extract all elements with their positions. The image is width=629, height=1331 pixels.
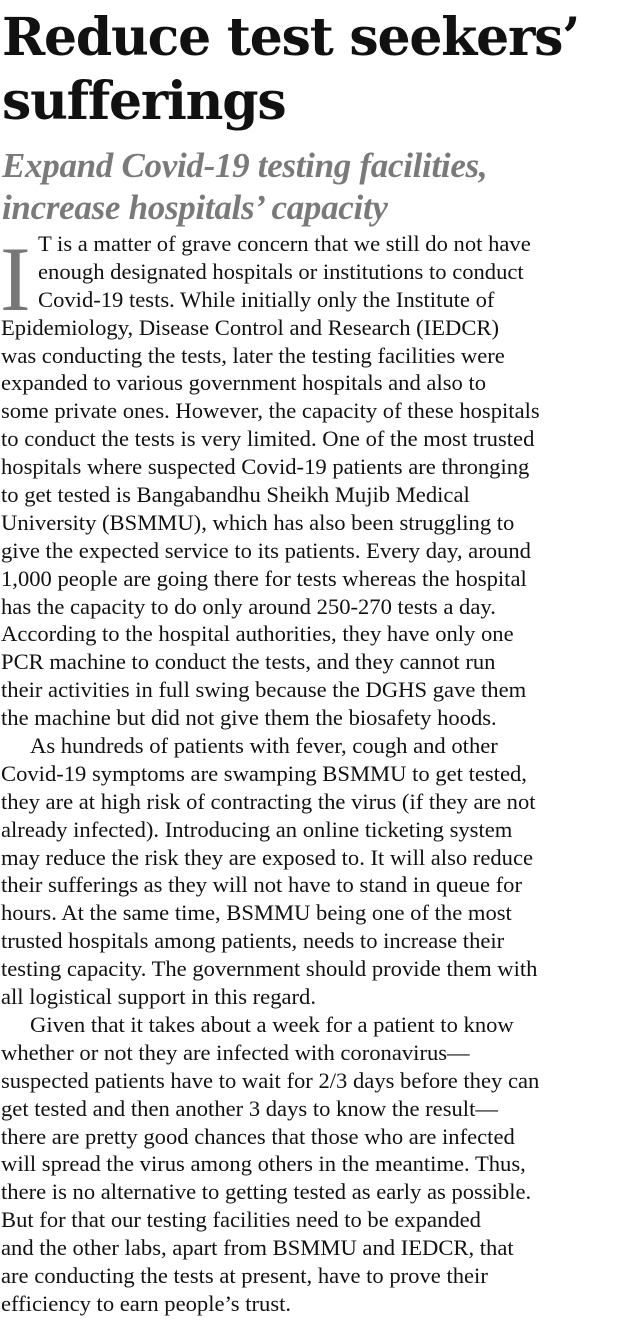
body-line: According to the hospital authorities, they have only one [1, 621, 514, 647]
body-line: and the other labs, apart from BSMMU and IEDCR, that [1, 1235, 514, 1261]
body-line: get tested and then another 3 days to know the result— [1, 1095, 498, 1121]
body-line: to get tested is Bangabandhu Sheikh Mujib Medical [1, 482, 470, 508]
body-line: efficiency to earn people’s trust. [1, 1290, 292, 1316]
body-line: Covid-19 tests. While initially only the Institute of [38, 286, 495, 312]
body-line: 1,000 people are going there for tests whereas the hospital [1, 565, 527, 591]
body-line: their sufferings as they will not have to stand in queue for [1, 872, 523, 898]
body-line: testing capacity. The government should provide them with [1, 956, 538, 982]
body-line: As hundreds of patients with fever, cough and other [30, 733, 498, 759]
body-line: PCR machine to conduct the tests, and they cannot run [1, 649, 496, 675]
body-line: the machine but did not give them the biosafety hoods. [1, 705, 497, 731]
body-line: trusted hospitals among patients, needs to increase their [1, 928, 505, 954]
subheadline-line: Expand Covid-19 testing facilities, [2, 146, 488, 185]
body-line: their activities in full swing because the DGHS gave them [1, 677, 527, 703]
body-line: give the expected service to its patients. Every day, around [1, 537, 531, 563]
subheadline-line: increase hospitals’ capacity [2, 188, 388, 227]
body-line: Covid-19 symptoms are swamping BSMMU to get tested, [1, 760, 527, 786]
body-line: But for that our testing facilities need to be expanded [1, 1207, 481, 1233]
headline [2, 6, 629, 134]
body-line: there is no alternative to getting tested as early as possible. [1, 1179, 532, 1205]
headline-line: sufferings [2, 71, 286, 132]
body-line: they are at high risk of contracting the virus (if they are not [1, 788, 536, 814]
body-line: all logistical support in this regard. [1, 984, 316, 1010]
body-line: hours. At the same time, BSMMU being one of the most [1, 900, 512, 926]
body-line: are conducting the tests at present, have to prove their [1, 1262, 488, 1288]
body-line: hospitals where suspected Covid-19 patients are thronging [1, 454, 530, 480]
body-line: will spread the virus among others in the meantime. Thus, [1, 1151, 526, 1177]
body-line: enough designated hospitals or institutions to conduct [38, 258, 524, 284]
body-line: was conducting the tests, later the testing facilities were [1, 342, 505, 368]
body-line: to conduct the tests is very limited. One of the most trusted [1, 426, 535, 452]
article-body [0, 230, 629, 1318]
body-line: University (BSMMU), which has also been struggling to [1, 509, 515, 535]
body-line: has the capacity to do only around 250-270 tests a day. [1, 593, 496, 619]
body-line: already infected). Introducing an online ticketing system [1, 816, 513, 842]
body-line: there are pretty good chances that those who are infected [1, 1123, 515, 1149]
body-line: expanded to various government hospitals and also to [1, 370, 487, 396]
body-line: Epidemiology, Disease Control and Research (IEDCR) [1, 314, 499, 340]
body-line: suspected patients have to wait for 2/3 days before they can [1, 1067, 540, 1093]
body-line: may reduce the risk they are exposed to. It will also reduce [1, 844, 534, 870]
body-line: Given that it takes about a week for a patient to know [30, 1011, 514, 1037]
headline-line: Reduce test seekers’ [2, 7, 580, 68]
body-line: whether or not they are infected with coronavirus— [1, 1039, 470, 1065]
body-line: T is a matter of grave concern that we still do not have [38, 231, 531, 256]
body-line: some private ones. However, the capacity of these hospitals [1, 398, 540, 424]
drop-cap-letter: I [0, 228, 31, 330]
subheadline [2, 145, 629, 229]
